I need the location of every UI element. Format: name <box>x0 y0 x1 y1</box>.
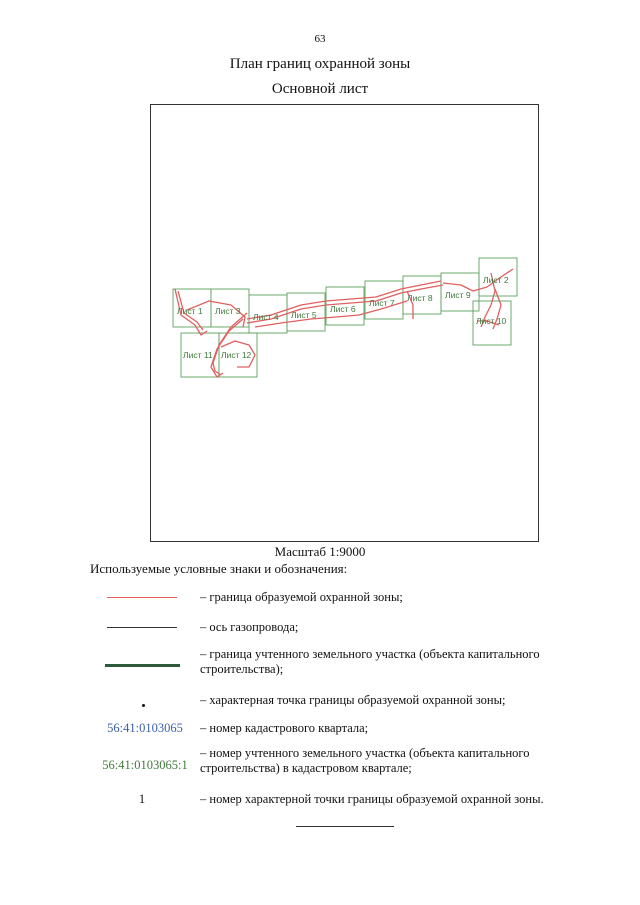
legend-title: Используемые условные знаки и обозначения: <box>90 561 348 576</box>
zone-line <box>211 319 243 377</box>
document-subtitle: Основной лист <box>271 81 369 97</box>
dark-line-symbol <box>107 627 177 628</box>
legend-symbol <box>90 587 200 607</box>
legend-text: – характерная точка границы образуемой охранной зоны; <box>200 693 506 707</box>
sheet-label: Лист 3 <box>215 306 241 316</box>
legend-text: – ось газопровода; <box>200 620 299 634</box>
map-scale: Масштаб 1:9000 <box>274 544 366 559</box>
document-title: План границ охранной зоны <box>229 56 411 72</box>
zone-line <box>213 313 247 375</box>
map-frame <box>150 104 539 542</box>
sheet-label: Лист 8 <box>407 293 433 303</box>
legend-text: – граница учтенного земельного участка (объекта капитального строительства); <box>200 647 540 676</box>
legend-text: – номер характерной точки границы образуемой охранной зоны. <box>200 792 544 806</box>
bottom-rule <box>296 826 394 827</box>
parcel-code-symbol: 56:41:0103065:1 <box>102 758 188 772</box>
dot-symbol <box>142 704 145 707</box>
legend-text: – граница образуемой охранной зоны; <box>200 590 403 604</box>
zone-boundary <box>175 269 513 377</box>
point-number-symbol: 1 <box>138 792 146 806</box>
page-number: 63 <box>314 33 326 45</box>
sheet-label: Лист 2 <box>483 275 509 285</box>
legend-symbol <box>90 617 200 637</box>
sheet-label: Лист 11 <box>183 350 213 360</box>
sheet-label: Лист 12 <box>221 350 252 360</box>
quarter-code-symbol: 56:41:0103065 <box>107 721 183 735</box>
sheet-label: Лист 5 <box>291 310 317 320</box>
sheet-label: Лист 10 <box>476 316 507 326</box>
sheet-label: Лист 4 <box>253 312 279 322</box>
legend-text: – номер учтенного земельного участка (объекта капитального строительства) в кадастровом квартале; <box>200 746 530 775</box>
sheet-label: Лист 6 <box>330 304 356 314</box>
legend-symbol <box>90 695 200 715</box>
boundary-map <box>151 105 540 543</box>
legend-text: – номер кадастрового квартала; <box>200 721 369 735</box>
sheet-label: Лист 9 <box>445 290 471 300</box>
legend-symbol <box>90 655 200 675</box>
sheet-label: Лист 7 <box>369 298 395 308</box>
sheet-label: Лист 1 <box>177 306 203 316</box>
green-thick-line-symbol <box>105 664 180 667</box>
red-line-symbol <box>107 597 177 598</box>
